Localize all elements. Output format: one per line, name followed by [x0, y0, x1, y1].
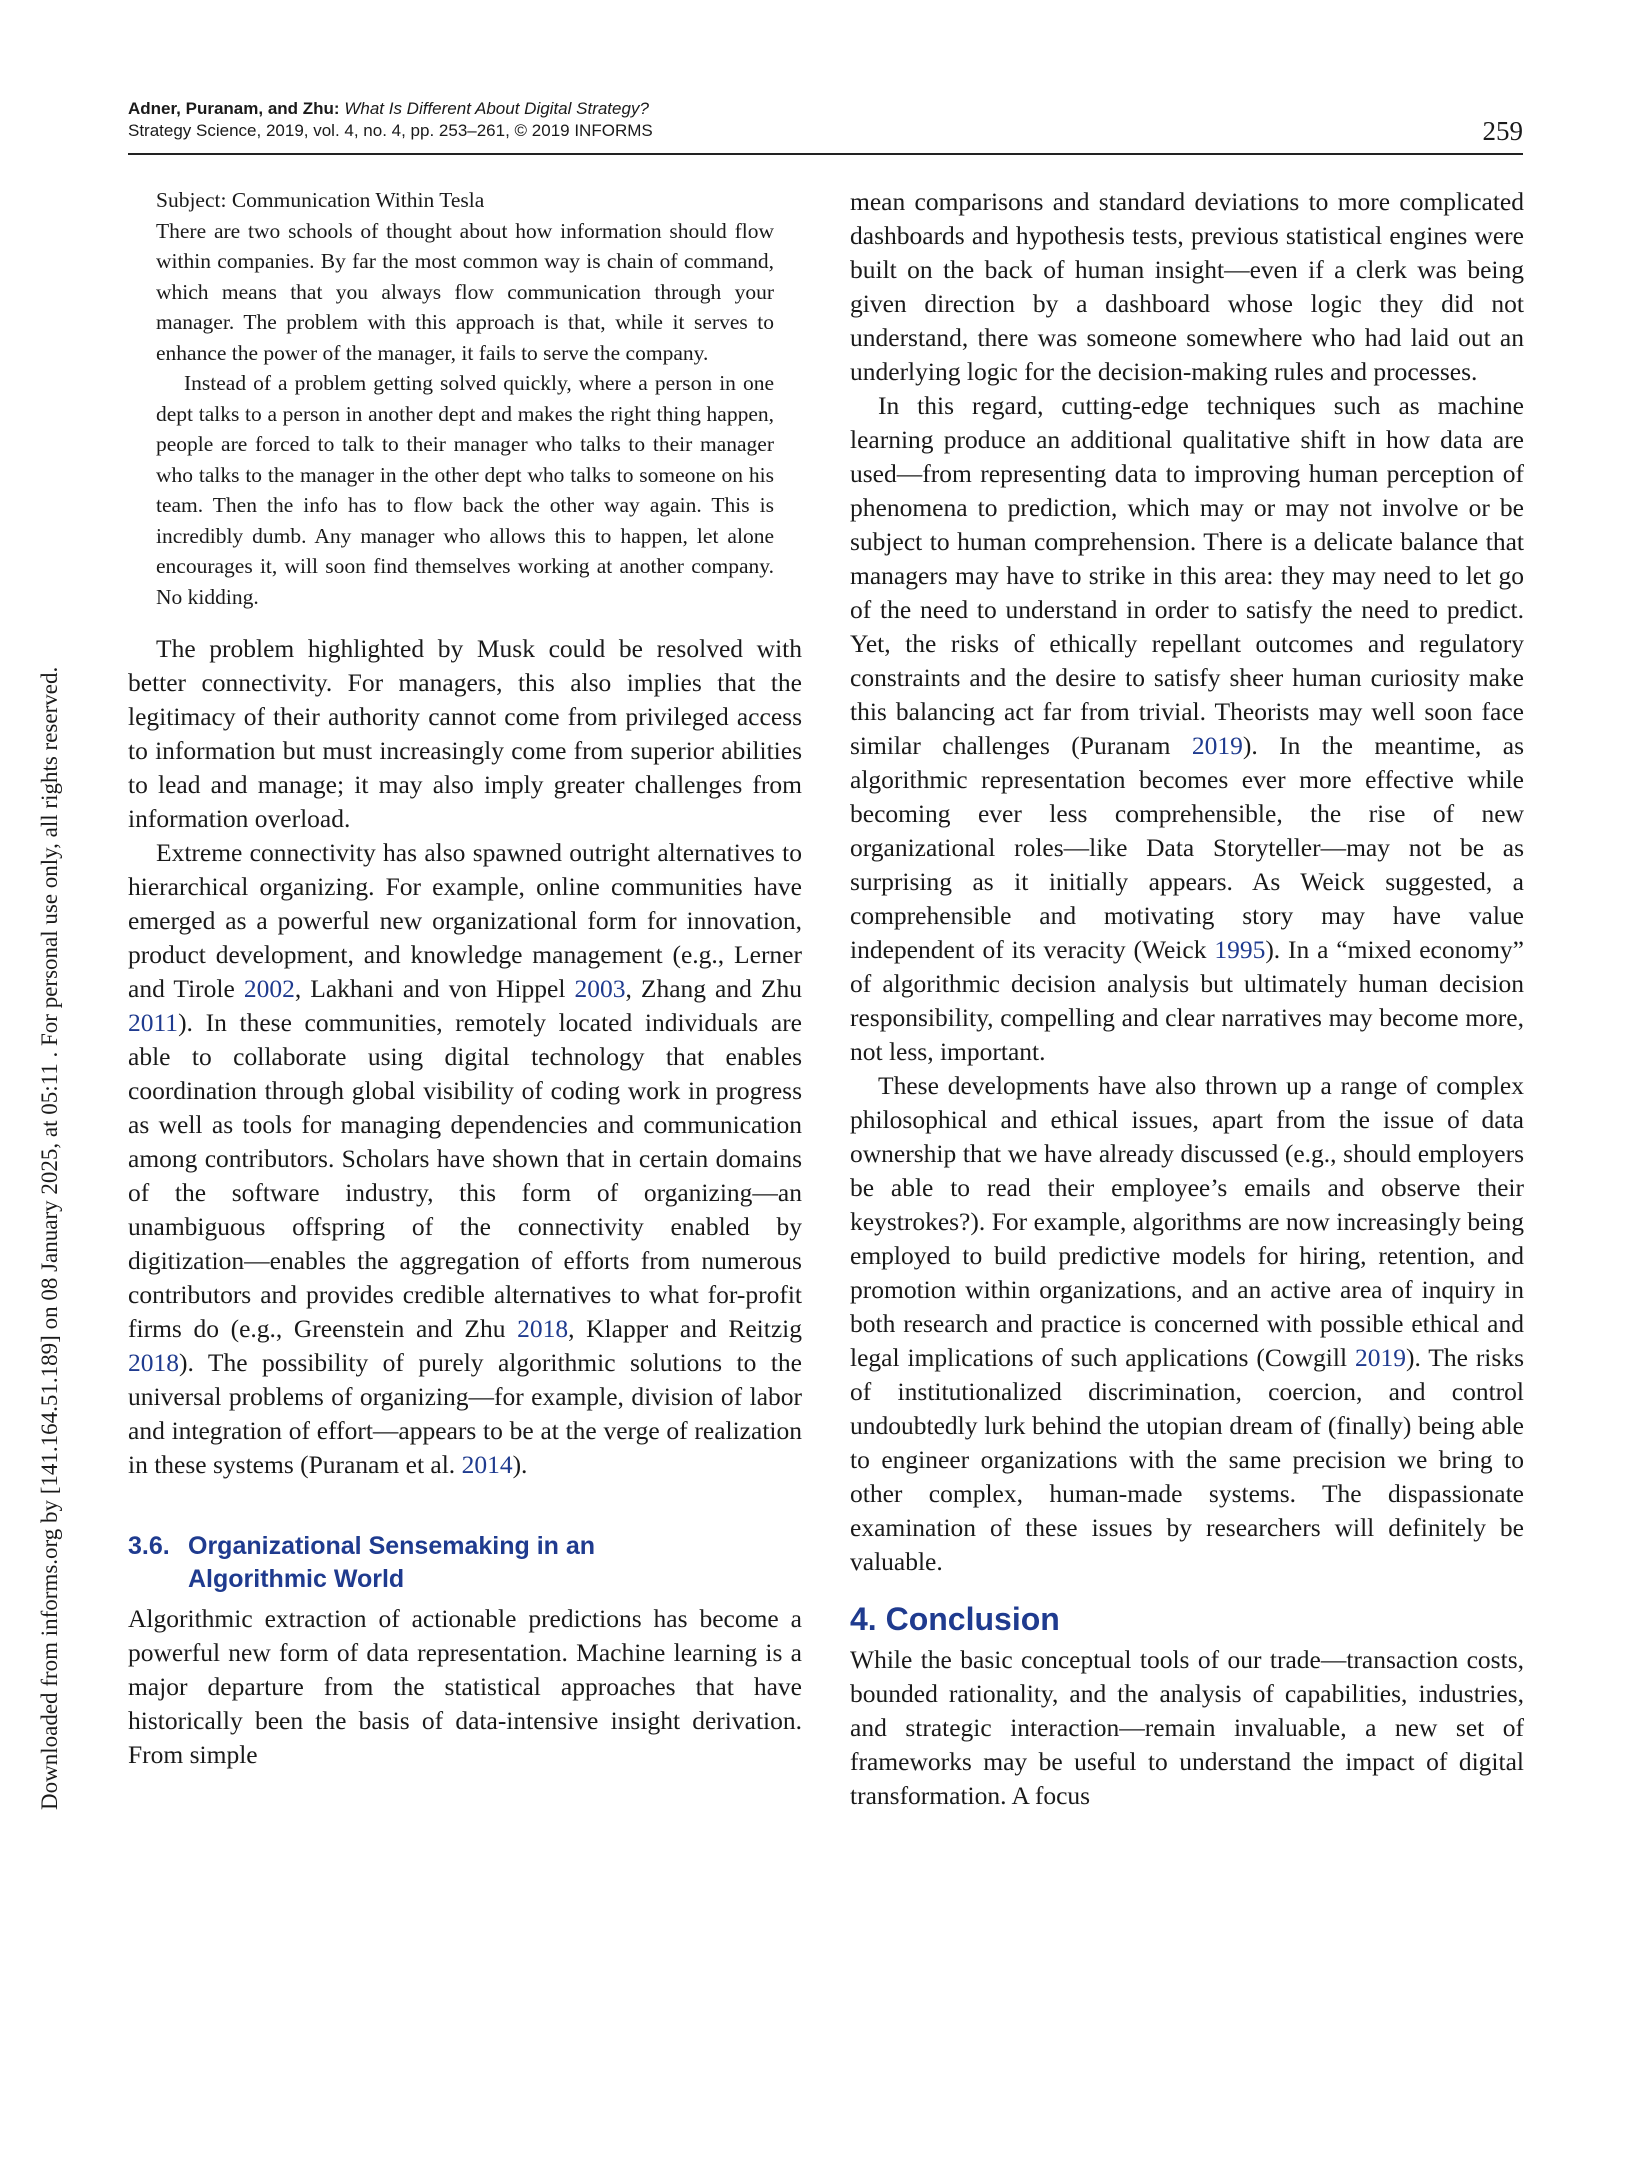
paragraph-statistical-engines: mean comparisons and standard deviations to more complicated dashboards and hypothesis tests, previous statistical engines were built on the back of human insight—even if a clerk was being given direction by a dashboard whose logic they did not understand, there was someone somewhere who had laid out an underlying logic for the decision-making rules and processes. [850, 187, 1524, 386]
text-span: ). [512, 1450, 528, 1479]
text-span: Extreme connectivity has also spawned outright alternatives to hierarchical organizing. For example, online communities have emerged as a powerful new organizational form for innovation, product development, and knowledge management (e.g., Lerner and Tirole [128, 838, 802, 1003]
paragraph-ethical-issues [850, 1069, 1524, 1579]
download-notice: Downloaded from informs.org by [141.164.51.189] on 08 January 2025, at 05:11 . For personal use only, all rights reserved. [37, 666, 62, 1810]
citation-link[interactable]: 2019 [1191, 731, 1243, 760]
page-header [128, 98, 1523, 146]
header-authors: Adner, Puranam, and Zhu: [128, 99, 340, 118]
paragraph-machine-learning [850, 389, 1524, 1069]
right-column [850, 185, 1524, 1813]
text-span: ). In these communities, remotely located individuals are able to collaborate using digital technology that enables coordination through global visibility of coding work in progress as well as tools for managing dependencies and communication among contributors. Scholars have shown that in certain domains of the software industry, this form of organizing—an unambiguous offspring of the connectivity enabled by digitization—enables the aggregation of efforts from numerous contributors and provides credible alternatives to what for-profit firms do (e.g., Greenstein and Zhu [128, 1008, 802, 1343]
text-span: , Klapper and Reitzig [568, 1314, 802, 1343]
quote-paragraph-1: There are two schools of thought about how information should flow within companies. By far the most common way is chain of command, which means that you always flow communication through your manager. The problem with this approach is that, while it serves to enhance the power of the manager, it fails to serve the company. [156, 218, 774, 365]
section-title-line-2: Algorithmic World [188, 1565, 405, 1593]
citation-link[interactable]: 2014 [461, 1450, 513, 1479]
text-span: ). The possibility of purely algorithmic solutions to the universal problems of organizing—for example, division of labor and integration of effort—appears to be at the verge of realization in these systems (Puranam et al. [128, 1348, 802, 1479]
text-span: ). The risks of institutionalized discrimination, coercion, and control undoubtedly lurk behind the utopian dream of (finally) being able to engineer organizations with the same precision we bring to other complex, human-made systems. The dispassionate examination of these issues by researchers will definitely be valuable. [850, 1343, 1524, 1576]
citation-link[interactable]: 2002 [243, 974, 295, 1003]
email-quote [156, 185, 774, 612]
section-title-line-1: Organizational Sensemaking in an [188, 1532, 596, 1560]
paragraph-online-communities [128, 836, 802, 1482]
section-heading-3-6 [128, 1530, 802, 1596]
citation-link[interactable]: 1995 [1214, 935, 1266, 964]
header-article-title: What Is Different About Digital Strategy? [344, 99, 649, 118]
citation-link[interactable]: 2018 [128, 1348, 179, 1377]
quote-subject: Subject: Communication Within Tesla [156, 188, 485, 212]
header-rule [128, 153, 1523, 155]
text-span: , Zhang and Zhu [625, 974, 802, 1003]
paragraph-algorithmic-extraction: Algorithmic extraction of actionable predictions has become a powerful new form of data representation. Machine learning is a major departure from the statistical approaches that have historically been the basis of data-intensive insight derivation. From simple [128, 1604, 802, 1769]
header-journal-info: Strategy Science, 2019, vol. 4, no. 4, pp. 253–261, © 2019 INFORMS [128, 121, 653, 140]
text-span: In this regard, cutting-edge techniques such as machine learning produce an additional qualitative shift in how data are used—from representing data to improving human perception of phenomena to prediction, which may or may not involve or be subject to human comprehension. There is a delicate balance that managers may have to strike in this area: they may need to let go of the need to understand in order to satisfy the need to predict. Yet, the risks of ethically repellant outcomes and regulatory constraints and the desire to satisfy sheer human curiosity make this balancing act far from trivial. Theorists may well soon face similar challenges (Puranam [850, 391, 1524, 760]
citation-link[interactable]: 2011 [128, 1008, 179, 1037]
text-span: ). In a “mixed economy” of algorithmic decision analysis but ultimately human decision responsibility, compelling and clear narratives may become more, not less, important. [850, 935, 1524, 1066]
paragraph-musk-connectivity: The problem highlighted by Musk could be resolved with better connectivity. For managers, this also implies that the legitimacy of their authority cannot come from privileged access to information but must increasingly come from superior abilities to lead and manage; it may also imply greater challenges from information overload. [128, 634, 802, 833]
citation-link[interactable]: 2018 [517, 1314, 569, 1343]
quote-paragraph-2: Instead of a problem getting solved quickly, where a person in one dept talks to a person in another dept and makes the right thing happen, people are forced to talk to their manager who talks to their manager who talks to the manager in the other dept who talks to someone on his team. Then the info has to flow back the other way again. This is incredibly dumb. Any manager who allows this to happen, let alone encourages it, will soon find themselves working at another company. No kidding. [156, 371, 774, 609]
paragraph-conclusion: While the basic conceptual tools of our trade—transaction costs, bounded rationality, and the analysis of capabilities, industries, and strategic interaction—remain invaluable, a new set of frameworks may be useful to understand the impact of digital transformation. A focus [850, 1645, 1524, 1810]
page-number: 259 [1482, 116, 1523, 146]
section-number: 3.6. [128, 1532, 170, 1560]
text-span: , Lakhani and von Hippel [294, 974, 575, 1003]
text-span: ). In the meantime, as algorithmic representation becomes ever more effective while becoming ever less comprehensible, the rise of new organizational roles—like Data Storyteller—may not be as surprising as it initially appears. As Weick suggested, a comprehensible and motivating story may have value independent of its veracity (Weick [850, 731, 1525, 964]
section-heading-conclusion: 4. Conclusion [850, 1601, 1060, 1637]
text-span: These developments have also thrown up a range of complex philosophical and ethical issues, apart from the issue of data ownership that we have already discussed (e.g., should employers be able to read their employee’s emails and observe their keystrokes?). For example, algorithms are now increasingly being employed to build predictive models for hiring, retention, and promotion within organizations, and an active area of inquiry in both research and practice is concerned with possible ethical and legal implications of such applications (Cowgill [850, 1071, 1524, 1372]
citation-link[interactable]: 2003 [574, 974, 626, 1003]
running-title [128, 98, 1523, 120]
left-column [128, 185, 802, 1772]
citation-link[interactable]: 2019 [1354, 1343, 1406, 1372]
